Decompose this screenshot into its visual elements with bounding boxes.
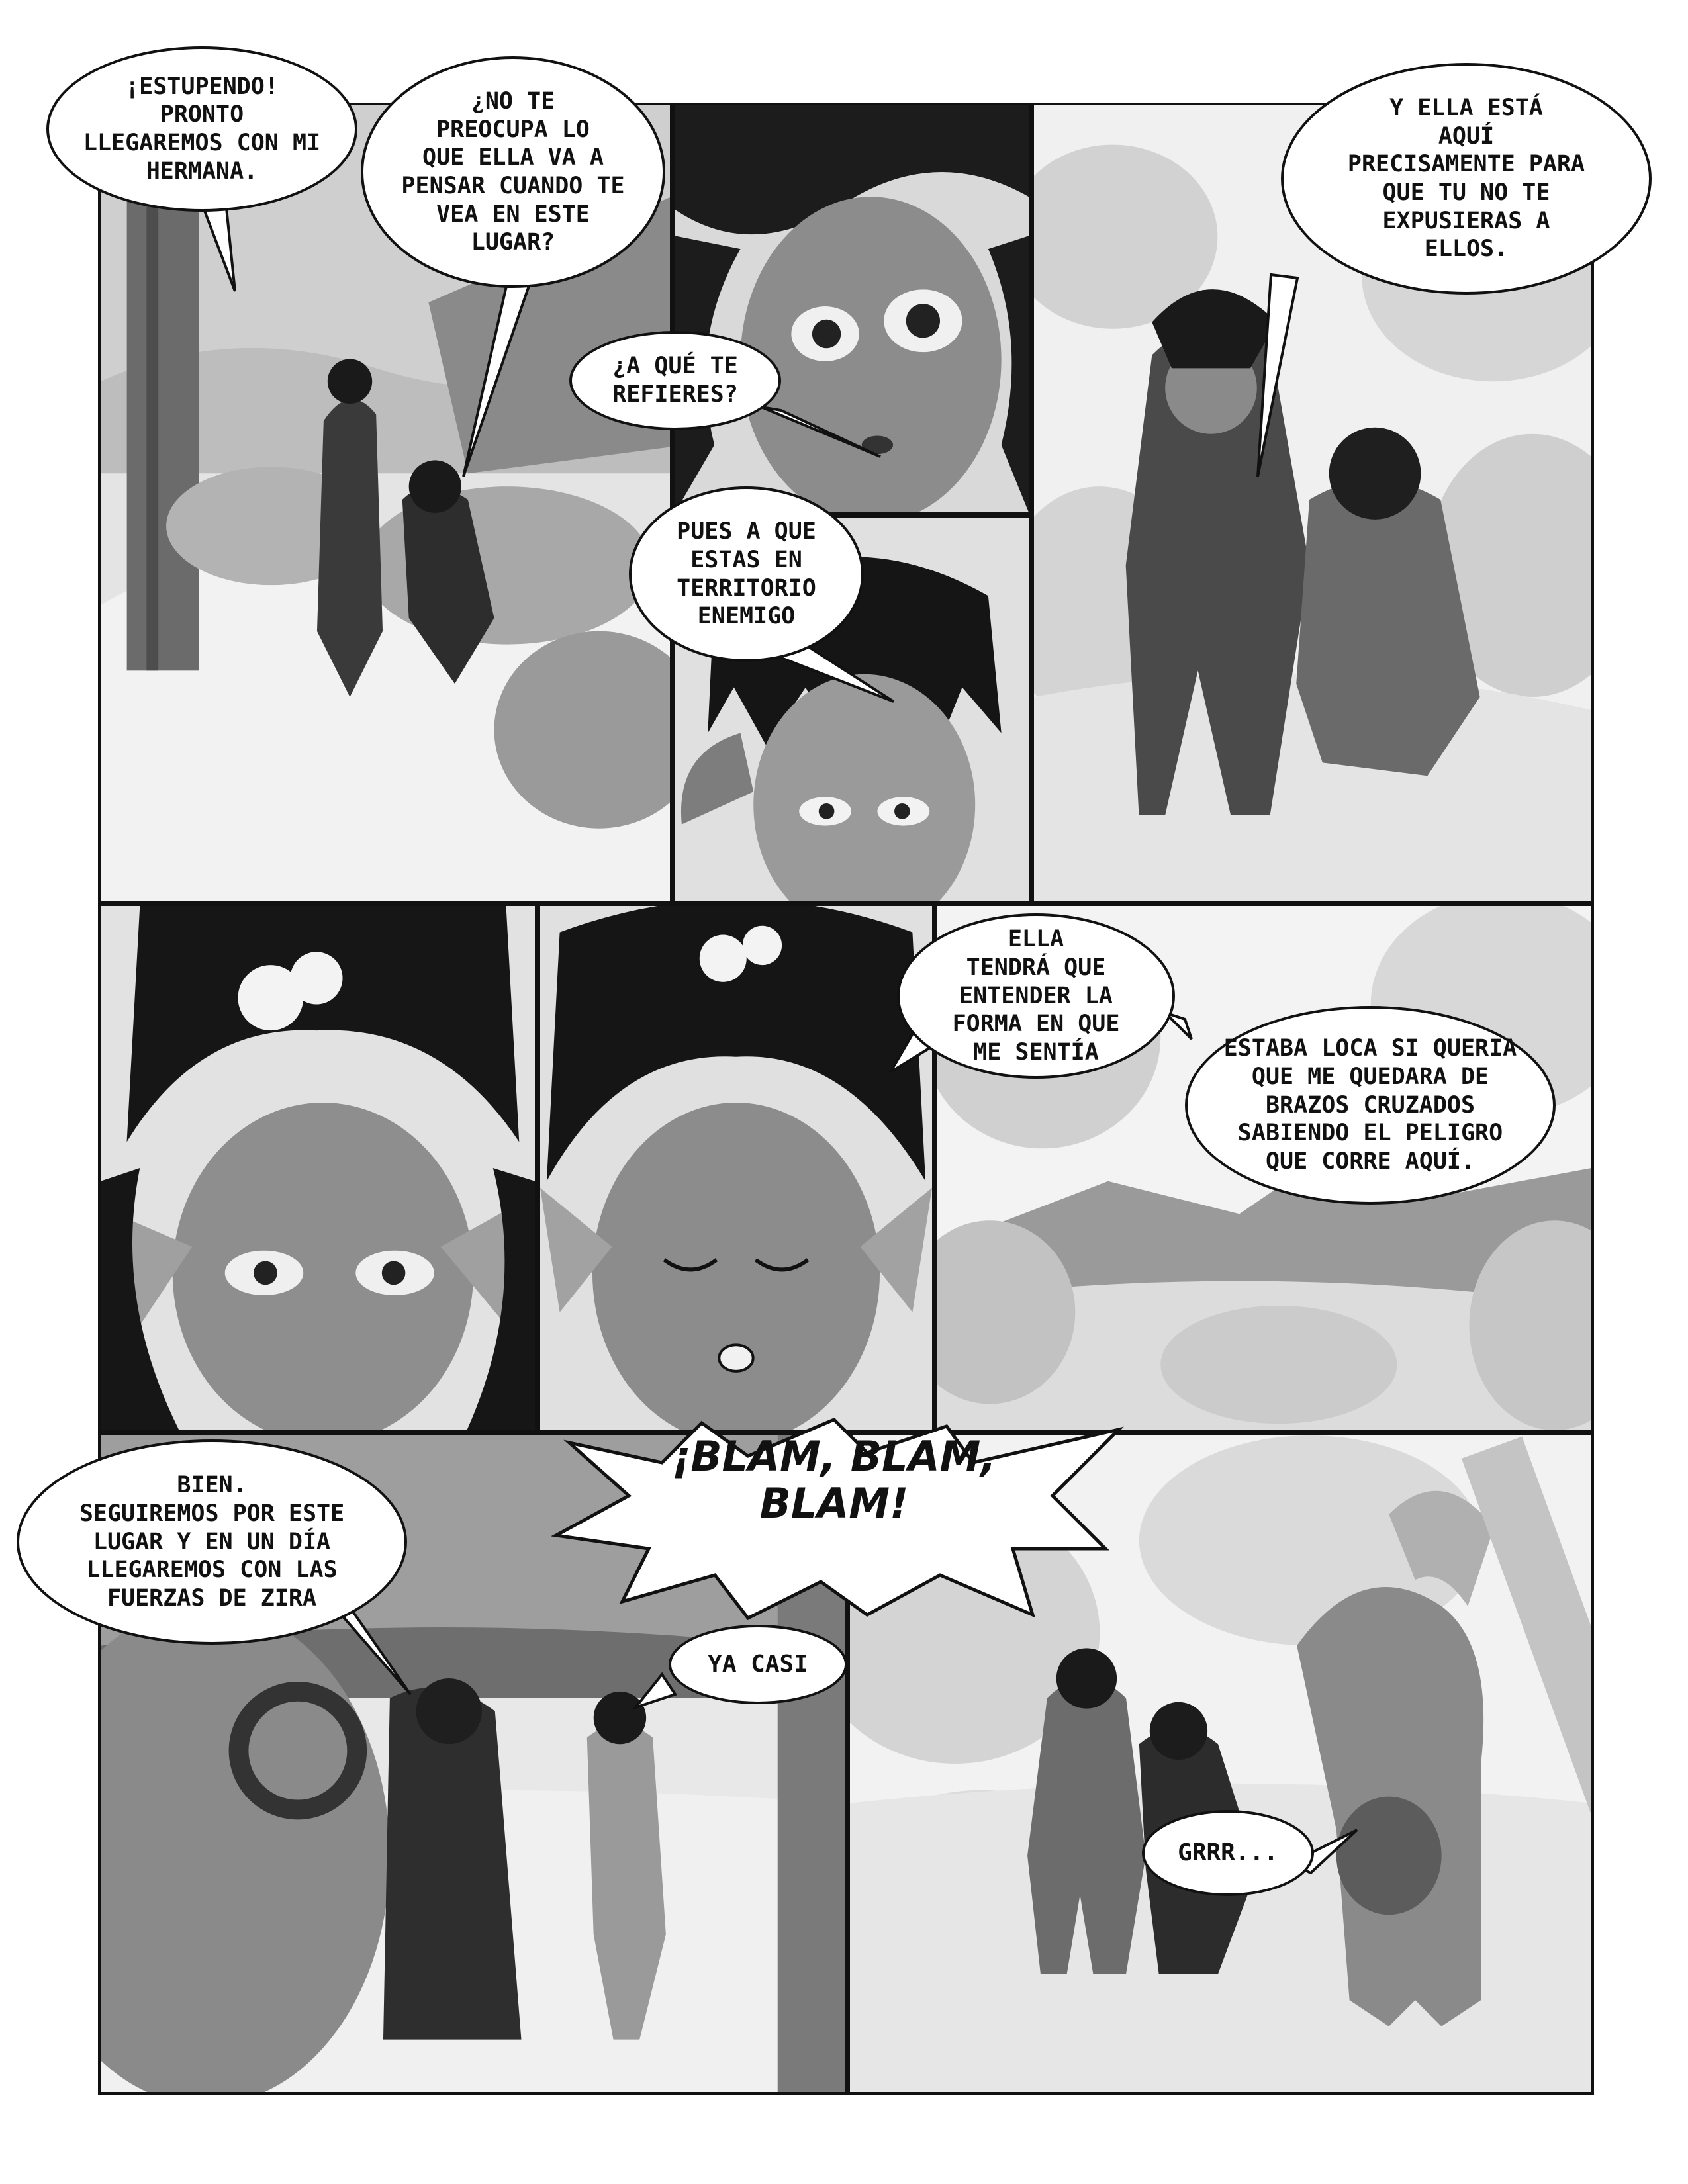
speech-bubble-pues-a-que: PUES A QUE ESTAS EN TERRITORIO ENEMIGO [629, 486, 864, 662]
speech-bubble-bien-seguiremos: BIEN. SEGUIREMOS POR ESTE LUGAR Y EN UN DÍA LLEGAREMOS CON LAS FUERZAS DE ZIRA [17, 1439, 407, 1645]
speech-bubble-ella-tendra: ELLA TENDRÁ QUE ENTENDER LA FORMA EN QUE ME SENTÍA [897, 913, 1175, 1079]
sound-effect-blam: ¡BLAM, BLAM, BLAM! [672, 1432, 996, 1528]
speech-bubble-ya-casi: YA CASI [669, 1625, 847, 1704]
speech-bubble-estupendo: ¡ESTUPENDO! PRONTO LLEGAREMOS CON MI HERMANA. [46, 46, 357, 212]
speech-bubble-no-te-preocupa: ¿NO TE PREOCUPA LO QUE ELLA VA A PENSAR CUANDO TE VEA EN ESTE LUGAR? [361, 56, 665, 288]
speech-bubble-estaba-loca: ESTABA LOCA SI QUERIA QUE ME QUEDARA DE BRAZOS CRUZADOS SABIENDO EL PELIGRO QUE CORRE AQUÍ. [1185, 1006, 1556, 1205]
speech-bubble-grrr: GRRR... [1142, 1810, 1314, 1896]
speech-bubble-a-que-te-refieres: ¿A QUÉ TE REFIERES? [569, 331, 781, 430]
speech-bubble-y-ella-esta: Y ELLA ESTÁ AQUÍ PRECISAMENTE PARA QUE TU NO TE EXPUSIERAS A ELLOS. [1281, 63, 1652, 295]
